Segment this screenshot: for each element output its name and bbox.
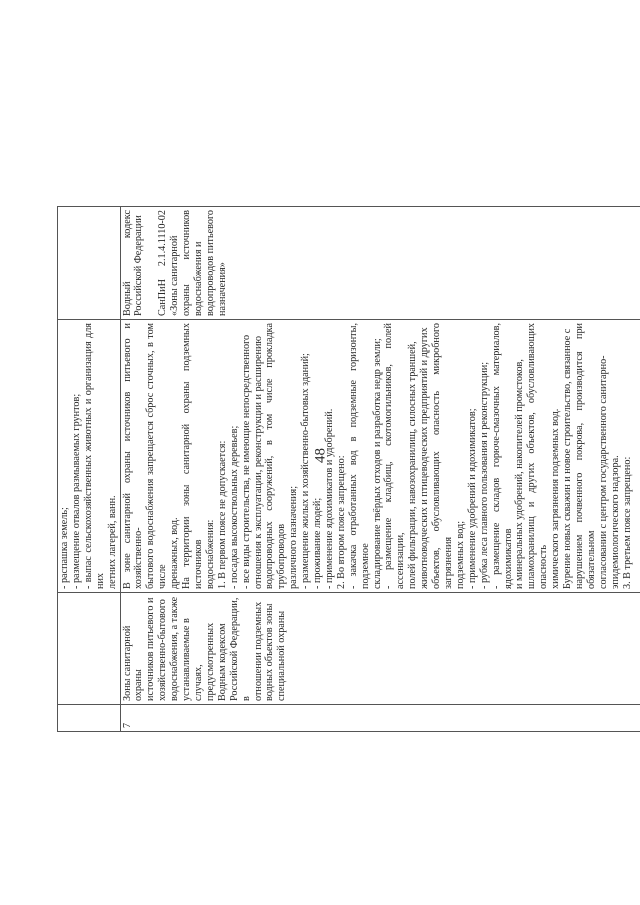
content-line: - размещение отвалов размываемых грунтов; — [70, 393, 82, 589]
content-line: отношения к эксплуатации, реконструкции и расширению — [252, 335, 264, 589]
content-line: складирование твёрдых отходов и разработка недр земли; — [371, 338, 383, 589]
content-line: 1. В первом поясе не допускается: — [216, 440, 228, 589]
row-number: 7 — [120, 705, 640, 732]
content-line: - распашка земель; — [59, 507, 70, 589]
law-line: охраны источников водоснабжения и — [181, 210, 204, 316]
law-cell — [58, 207, 121, 320]
law-line — [145, 210, 157, 316]
content-line: - выпас сельскохозяйственных животных и организация для них — [82, 323, 106, 589]
title-line: водоснабжения, а также — [169, 596, 181, 701]
content-line: химического загрязнения подземных вод. — [550, 408, 562, 589]
content-line: - рубка леса главного пользования и реконструкции; — [478, 361, 490, 589]
content-line: - размещение кладбищ, скотомогильников, полей ассенизации, — [383, 323, 407, 589]
content-line: - посадка высокоствольных деревьев; — [228, 425, 240, 589]
content-line: - применение ядохимикатов и удобрений. — [323, 408, 335, 589]
title-line: источников питьевого и — [145, 597, 157, 701]
law-line: Водный кодекс Российской Федерации — [121, 210, 145, 316]
number-cell — [58, 705, 121, 732]
content-line: - размещение жилых и хозяйственно-бытовых зданий; — [300, 353, 312, 589]
content-line: различного назначения; — [288, 485, 300, 589]
content-line: и минеральных удобрений, накопителей промстоков, — [514, 359, 526, 589]
law-line: СанПиН 2.1.4.1110-02 «Зоны санитарной — [157, 210, 181, 316]
content-line: летних лагерей, ванн. — [106, 495, 118, 589]
content-line: полей фильтрации, навозохранилищ, силосных траншей, — [407, 341, 419, 589]
content-cell — [58, 320, 121, 593]
law-line: водопроводов питьевого назначения» — [204, 209, 228, 316]
title-line: Российской Федерации, в — [228, 597, 252, 701]
title-cell — [58, 593, 121, 705]
content-line: Бурение новых скважин и новое строительство, связанное с — [562, 328, 574, 589]
content-line: 3. В третьем поясе запрещено: — [621, 456, 633, 589]
content-line: эпидемиологического надзора. — [609, 455, 621, 589]
title-line: устанавливаемые в — [181, 618, 193, 701]
table-row-7 — [120, 207, 640, 732]
zone-title-cell — [120, 593, 640, 705]
content-line: 2. Во втором поясе запрещено: — [335, 455, 347, 589]
title-line: специальной охраны — [276, 610, 288, 701]
content-line: На территории зоны санитарной охраны подземных источников — [181, 323, 204, 589]
title-line: Зоны санитарной охраны — [121, 625, 145, 701]
title-line: водных объектов зоны — [264, 603, 276, 701]
regulation-table-wrapper — [57, 207, 640, 732]
title-line: отношении подземных — [252, 601, 264, 701]
content-line: животноводческих и птицеводческих предприятий и других — [419, 327, 431, 589]
content-line: В зоне санитарной охраны источников питьевого и хозяйственно- — [121, 323, 145, 589]
restrictions-cell — [120, 320, 640, 593]
regulation-table — [57, 206, 640, 732]
content-line: - применение удобрений и ядохимикатов; — [466, 408, 478, 589]
content-line: водоснабжения: — [204, 519, 216, 589]
content-line: - все виды строительства, не имеющие непосредственного — [240, 334, 252, 589]
content-line: дренажных, вод. — [169, 517, 181, 589]
content-line: - закачка отработанных вод в подземные горизонты, подземное — [347, 323, 371, 589]
content-line: водопроводных сооружений, в том числе прокладка трубопроводов — [264, 323, 288, 589]
page-number: 48 — [312, 448, 329, 463]
content-line: подземных вод; — [454, 520, 466, 589]
content-line: объектов, обусловливающих опасность микробного загрязнения — [431, 323, 454, 589]
title-line: Водным кодексом — [216, 623, 228, 701]
title-line: случаях, предусмотренных — [192, 622, 216, 701]
content-line: нарушением почвенного покрова, производится при обязательном — [573, 323, 597, 589]
content-line: шламохранилищ и других объектов, обусловливающих опасность — [526, 323, 550, 589]
legal-basis-cell — [120, 207, 640, 320]
content-line: - размещение складов горюче-смазочных материалов, ядохимикатов — [490, 323, 514, 589]
content-line: бытового водоснабжения запрещается сброс сточных, в том числе — [145, 323, 169, 589]
content-line: согласовании с центром государственного санитарно- — [597, 355, 609, 589]
content-line: - проживание людей; — [312, 497, 324, 589]
title-line: хозяйственно-бытового — [157, 599, 169, 701]
table-row-continuation — [58, 207, 121, 732]
